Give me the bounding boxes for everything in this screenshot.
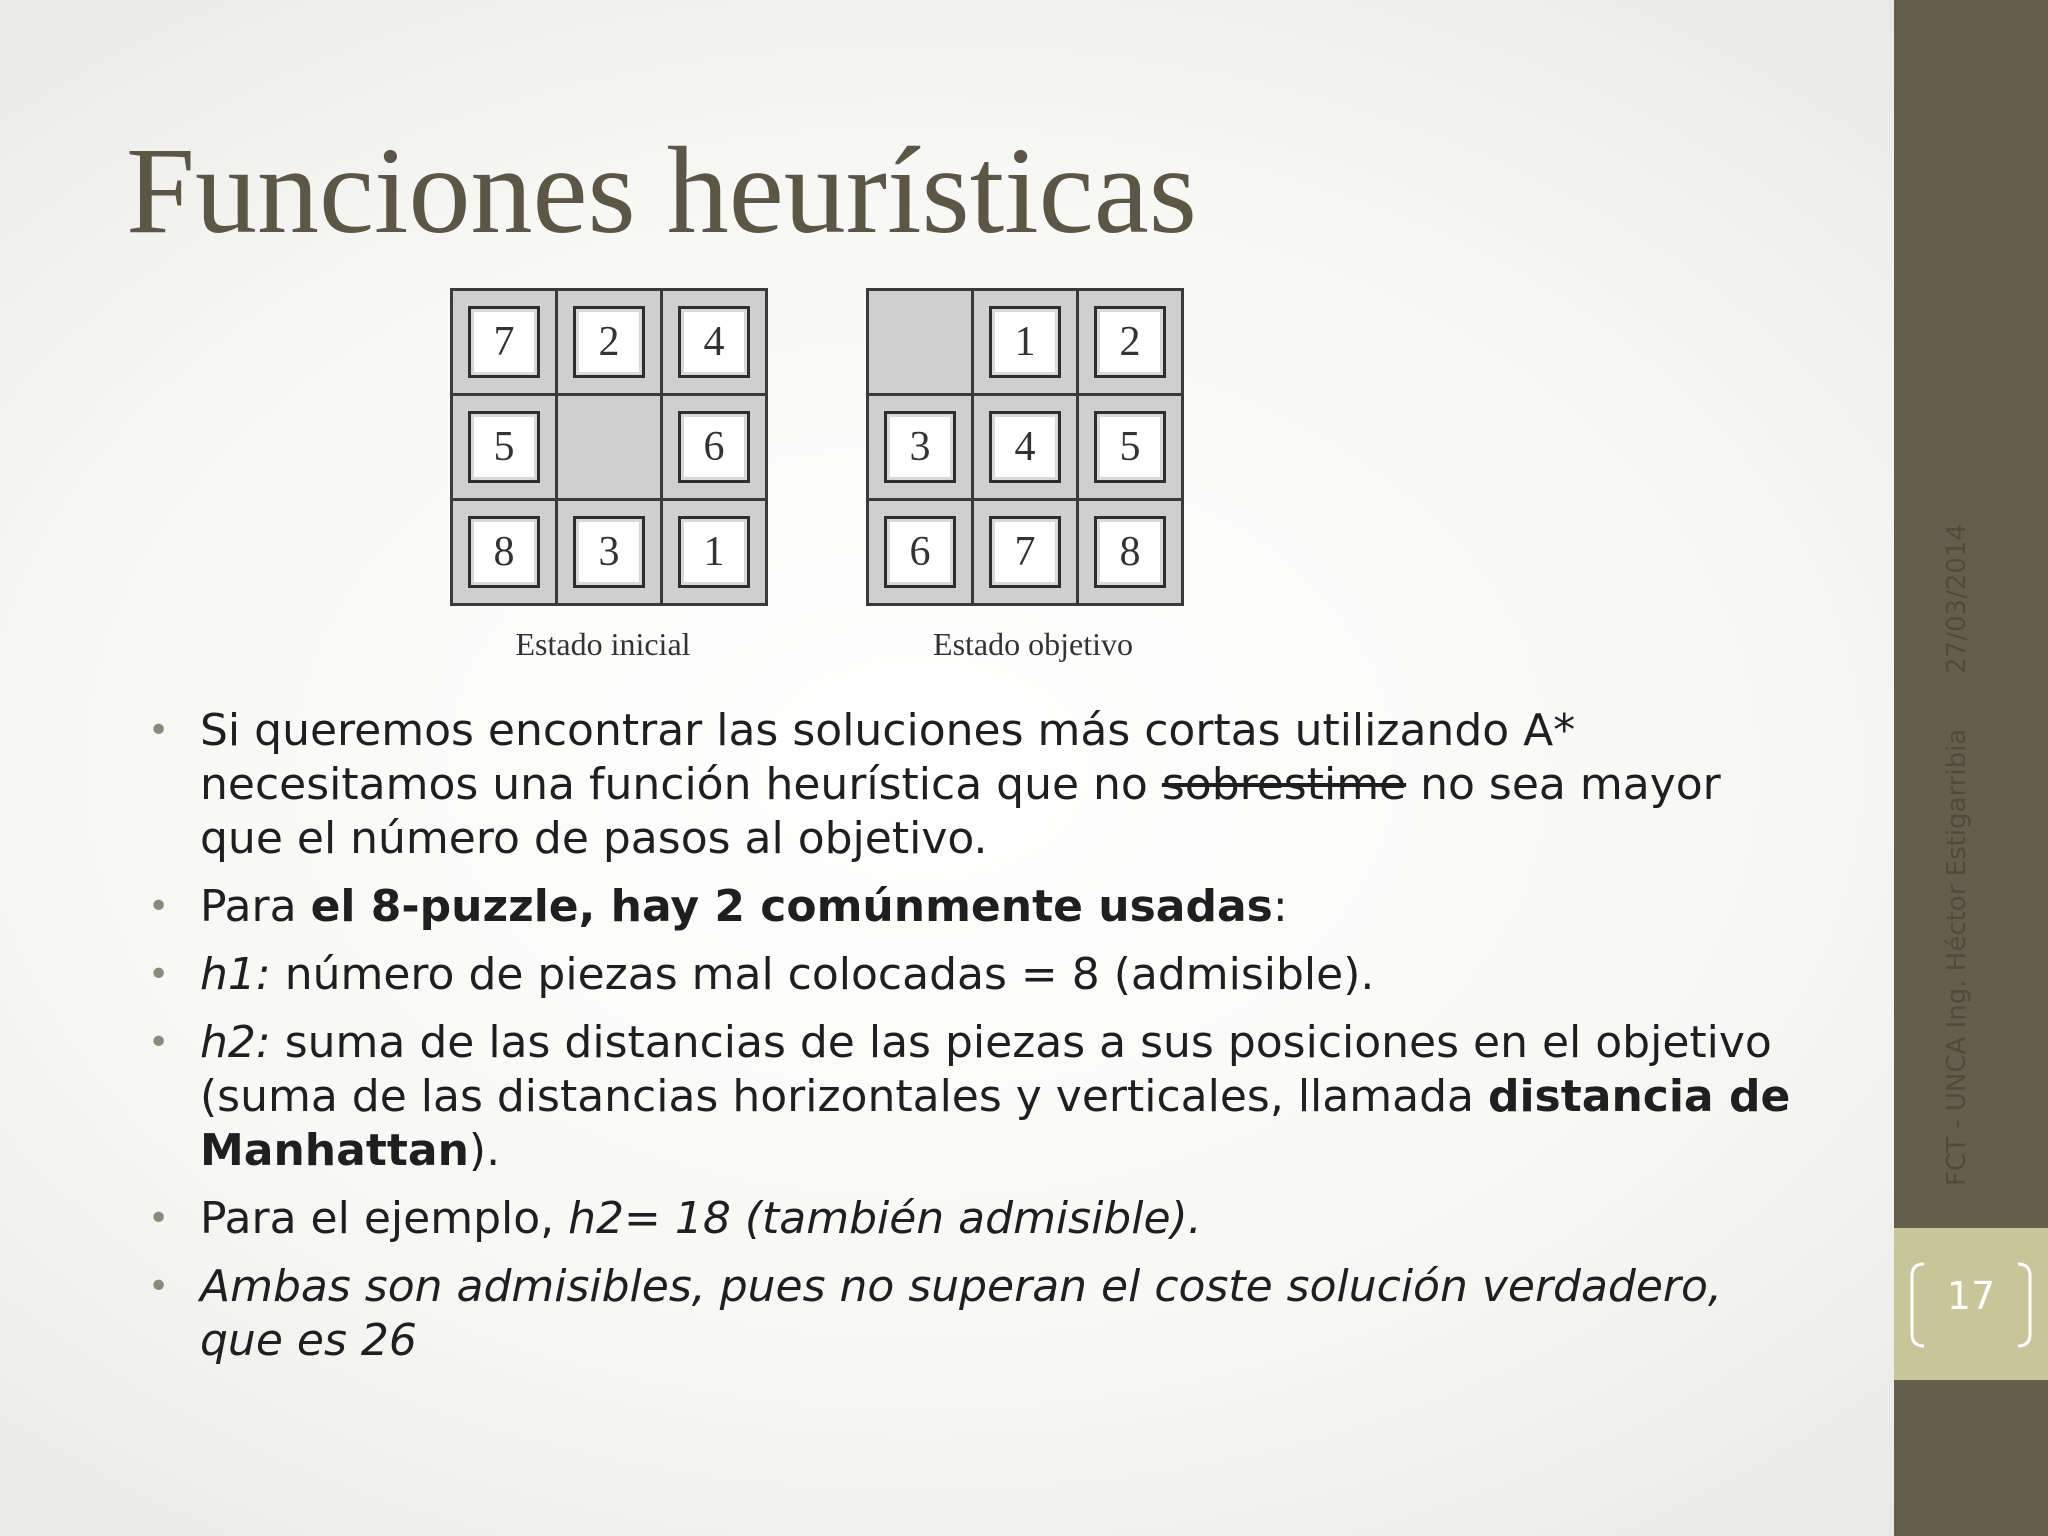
puzzle-tile: 1	[678, 516, 750, 588]
strikethrough-text: sobrestime	[1161, 759, 1407, 810]
footer-date: 27/03/2014	[1942, 524, 1972, 674]
bullet-item: • h2: suma de las distancias de las piezas a sus posiciones en el objetivo (suma de las distancias horizontales y verticales, llamada distancia de Manhattan).	[148, 1017, 1791, 1176]
puzzle-tile: 4	[678, 306, 750, 378]
page-number-box	[1894, 1228, 2048, 1380]
puzzle-tile: 5	[468, 411, 540, 483]
puzzle-blank-cell	[869, 291, 971, 393]
puzzle-tile: 5	[1094, 411, 1166, 483]
bullet-dot-icon: •	[148, 710, 170, 751]
vertical-footer	[1942, 486, 1982, 1186]
puzzle-tile: 7	[468, 306, 540, 378]
bullet-item: • Ambas son admisibles, pues no superan el coste solución verdadero, que es 26	[148, 1261, 1722, 1366]
bullet-item: • h1: número de piezas mal colocadas = 8 (admisible).	[148, 949, 1375, 1000]
puzzle-tile: 3	[573, 516, 645, 588]
page-number: 17	[1946, 1274, 1996, 1318]
bullet-item: • Para el ejemplo, h2= 18 (también admisible).	[148, 1193, 1202, 1244]
goal-state-caption: Estado objetivo	[933, 626, 1133, 662]
goal-state-puzzle	[866, 288, 1184, 606]
puzzle-blank-cell	[558, 396, 660, 498]
bullet-dot-icon: •	[148, 1198, 170, 1239]
bullet-dot-icon: •	[148, 886, 170, 927]
bullet-item: • Para el 8-puzzle, hay 2 comúnmente usadas:	[148, 881, 1288, 932]
puzzle-tile: 8	[1094, 516, 1166, 588]
initial-state-puzzle	[450, 288, 768, 606]
puzzle-tile: 3	[884, 411, 956, 483]
puzzle-tile: 2	[1094, 306, 1166, 378]
bullet-dot-icon: •	[148, 1266, 170, 1307]
puzzle-tile: 6	[884, 516, 956, 588]
puzzle-tile: 8	[468, 516, 540, 588]
bullet-item: • Si queremos encontrar las soluciones más cortas utilizando A* necesitamos una función heurística que no sobrestime no sea mayor que el número de pasos al objetivo.	[148, 705, 1721, 864]
puzzle-tile: 1	[989, 306, 1061, 378]
puzzle-tile: 4	[989, 411, 1061, 483]
footer-author: FCT - UNCA Ing. Héctor Estigarribia	[1942, 728, 1972, 1186]
puzzle-tile: 7	[989, 516, 1061, 588]
puzzle-tile: 2	[573, 306, 645, 378]
bullet-dot-icon: •	[148, 954, 170, 995]
slide-title: Funciones heurísticas	[126, 122, 1198, 259]
initial-state-caption: Estado inicial	[515, 626, 691, 662]
bullet-list	[148, 704, 1808, 1382]
bullet-dot-icon: •	[148, 1022, 170, 1063]
puzzle-tile: 6	[678, 411, 750, 483]
